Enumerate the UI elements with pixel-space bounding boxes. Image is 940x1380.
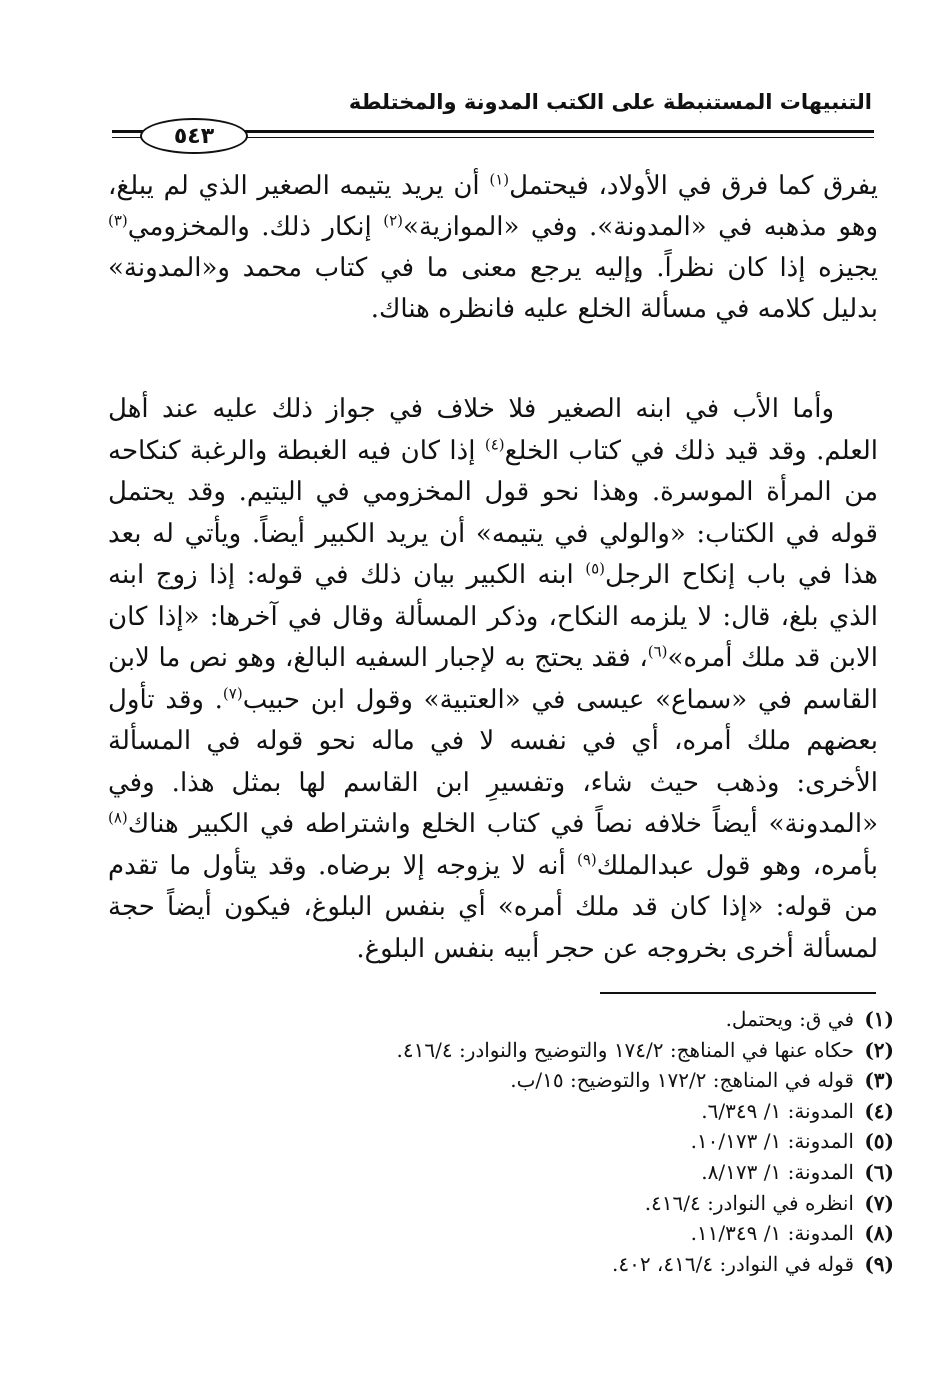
para2-text-2: إذا كان فيه الغبطة والرغبة كنكاحه من المرأة الموسرة. وهذا نحو قول المخزومي في اليتيم. وقد يحتمل قوله في الكتاب: «والولي في يتيمه» أن يريد الكبير أيضاً. ويأتي له بعد هذا في باب إنكاح الرجل [108,435,878,590]
footnote-item [94,1157,894,1188]
footnote-text: في ق: ويحتمل. [725,1007,854,1031]
footnote-item [94,1035,894,1066]
para2-text-5: . وقد تأول بعضهم ملك أمره، أي في نفسه لا في ماله نحو قوله في المسألة الأخرى: وذهب حيث شاء، وتفسيرِ ابن القاسم لها بمثل هذا. وفي «المدونة» أيضاً خلافه نصاً في كتاب الخلع واشتراطه في الكبير هناك [108,684,878,839]
footnote-ref-2: (٢) [383,211,404,230]
para2-text-6: بأمره، وهو قول عبدالملك [596,850,879,881]
footnote-number: (١) [864,1007,894,1031]
footnote-number: (٩) [864,1251,894,1276]
footnote-number: (٨) [864,1221,894,1246]
footnote-item [94,1218,894,1249]
footnote-text: المدونة: ١/ ٨/١٧٣. [701,1159,854,1184]
para1-text-2: أن يريد يتيمه الصغير الذي لم يبلغ، وهو مذهبه في «المدونة». وفي «الموازية» [108,171,879,242]
para2-text-4: ، فقد يحتج به لإجبار السفيه البالغ، وهو نص ما لابن القاسم في «سماع» عيسى في «العتبية» وقول ابن حبيب [108,643,879,715]
footnote-number: (٢) [864,1037,894,1062]
footnote-ref-6: (٦) [647,642,668,661]
footnote-ref-5: (٥) [585,559,606,578]
footnote-text: المدونة: ١/ ٦/٣٤٩. [701,1098,854,1123]
footnote-text: المدونة: ١/ ١١/٣٤٩. [690,1221,854,1246]
body-paragraph-1 [108,166,878,330]
footnote-number: (٤) [864,1098,894,1123]
footnotes-list [94,1004,894,1279]
para1-text-1: يفرق كما فرق في الأولاد، فيحتمل [509,171,878,201]
body-paragraph-2 [108,389,878,970]
footnote-text: قوله في المناهج: ١٧٢/٢ والتوضيح: ١٥/ب. [510,1068,854,1093]
footnote-item [94,1065,894,1096]
footnote-number: (٦) [864,1159,894,1184]
footnote-text: انظره في النوادر: ٤١٦/٤. [644,1190,854,1215]
footnote-ref-9: (٩) [576,849,597,868]
footnote-ref-7: (٧) [222,683,243,702]
footnote-item [94,1126,894,1157]
footnote-separator [600,992,876,994]
footnote-ref-3: (٣) [108,211,128,230]
footnote-item [94,1004,894,1035]
footnote-item [94,1096,894,1127]
footnote-ref-8: (٨) [108,808,128,827]
footnote-number: (٧) [864,1190,894,1215]
footnote-number: (٥) [864,1129,894,1154]
running-header-title: التنبيهات المستنبطة على الكتب المدونة والمختلطة [348,90,872,114]
para2-text-1: وأما الأب في ابنه الصغير فلا خلاف في جواز ذلك عليه عند أهل العلم. وقد قيد ذلك في كتاب الخلع [108,394,879,466]
para2-text-7: أنه لا يزوجه إلا برضاه. وقد يتأول ما تقدم من قوله: «إذا كان قد ملك أمره» أي بنفس البلوغ، فيكون أيضاً حجة لمسألة أخرى بخروجه عن حجر أبيه بنفس البلوغ. [108,850,878,964]
footnote-item [94,1249,894,1280]
footnote-text: حكاه عنها في المناهج: ١٧٤/٢ والتوضيح والنوادر: ٤١٦/٤. [396,1037,854,1062]
footnote-text: قوله في النوادر: ٤١٦/٤، ٤٠٢. [611,1251,854,1276]
footnote-ref-1: (١) [489,170,510,189]
footnote-number: (٣) [864,1068,894,1093]
footnote-ref-4: (٤) [484,434,505,453]
page-number-badge [140,118,248,154]
para2-text-3: ابنه الكبير بيان ذلك في قوله: إذا زوج ابنه الذي بلغ، قال: لا يلزمه النكاح، وذكر المسألة وقال في آخرها: «إذا كان الابن قد ملك أمره» [108,560,878,673]
footnote-text: المدونة: ١/ ١٠/١٧٣. [690,1129,854,1154]
para1-text-3: إنكار ذلك. والمخزومي [127,212,384,242]
page-number: ٥٤٣ [173,123,215,149]
footnote-item [94,1188,894,1219]
para1-text-4: يجيزه إذا كان نظراً. وإليه يرجع معنى ما في كتاب محمد و«المدونة» بدليل كلامه في مسألة الخلع عليه فانظره هناك. [108,253,878,324]
